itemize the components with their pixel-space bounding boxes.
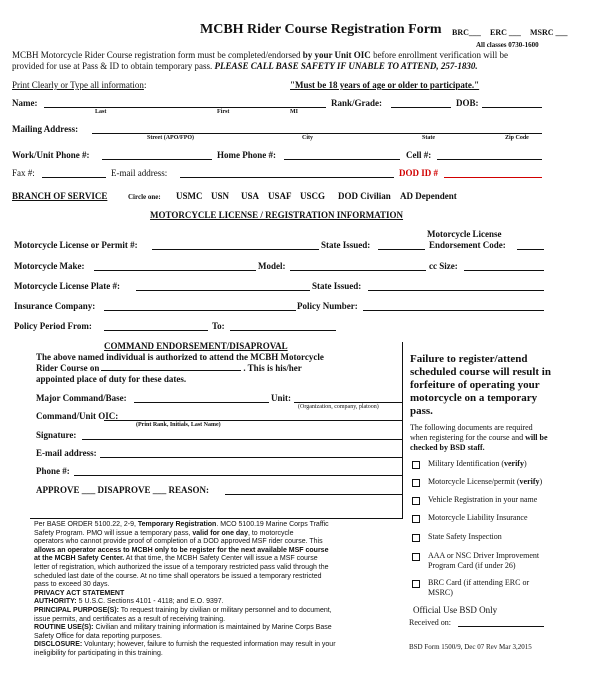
fax-label: Fax #: bbox=[12, 168, 35, 178]
intro-line-2: provided for use at Pass & ID to obtain temporary pass. PLEASE CALL BASE SAFETY IF UNABLE TO ATTEND, 257-1830. bbox=[12, 61, 478, 71]
mi-hint: MI bbox=[290, 109, 298, 115]
doc-item-1: Military Identification (verify) bbox=[428, 459, 527, 468]
branch-uscg[interactable]: USCG bbox=[300, 191, 326, 201]
footer-line-7: scheduled last date of the course. At no time shall operators be issued a temporary restricted bbox=[34, 572, 322, 580]
required-docs-intro: The following documents are required when registering for the course and will be checked by BSD staff. bbox=[410, 423, 548, 452]
state-hint: State bbox=[422, 135, 435, 141]
command-email-label: E-mail address: bbox=[36, 448, 97, 458]
form-title: MCBH Rider Course Registration Form bbox=[200, 22, 442, 37]
work-phone-label: Work/Unit Phone #: bbox=[12, 150, 90, 160]
policy-number-label: Policy Number: bbox=[297, 301, 358, 311]
purpose-line-2: issue permits, and certificates as a result of receiving training. bbox=[34, 615, 226, 623]
policy-number-input[interactable] bbox=[363, 310, 544, 311]
command-box-edge bbox=[402, 342, 403, 519]
print-clearly-note: Print Clearly or Type all information: bbox=[12, 80, 147, 90]
model-input[interactable] bbox=[290, 270, 426, 271]
cell-input[interactable] bbox=[437, 159, 542, 160]
branch-usaf[interactable]: USAF bbox=[268, 191, 292, 201]
insurance-label: Insurance Company: bbox=[14, 301, 96, 311]
command-heading: COMMAND ENDORSEMENT/DISAPROVAL bbox=[104, 341, 288, 351]
approve-disapprove[interactable]: APPROVE ___ DISAPROVE ___ REASON: bbox=[36, 485, 210, 495]
doc-checkbox-1[interactable] bbox=[412, 461, 420, 469]
doc-checkbox-4[interactable] bbox=[412, 515, 420, 523]
make-label: Motorcycle Make: bbox=[14, 261, 85, 271]
class-time: All classes 0730-1600 bbox=[476, 41, 539, 49]
msrc-option[interactable]: MSRC ___ bbox=[530, 28, 568, 37]
first-hint: First bbox=[217, 109, 230, 115]
branch-dod-civilian[interactable]: DOD Civilian bbox=[338, 191, 391, 201]
doc-item-2: Motorcycle License/permit (verify) bbox=[428, 477, 543, 486]
period-to-label: To: bbox=[212, 321, 225, 331]
command-text-1: The above named individual is authorized to attend the MCBH Motorcycle bbox=[36, 352, 324, 362]
doc-item-7: BRC Card (if attending ERC or MSRC) bbox=[428, 578, 530, 597]
zip-hint: Zip Code bbox=[505, 135, 529, 141]
email-input[interactable] bbox=[180, 177, 394, 178]
name-label: Name: bbox=[12, 98, 38, 108]
doc-item-6: AAA or NSC Driver Improvement Program Card (if under 26) bbox=[428, 551, 540, 570]
circle-one-label: Circle one: bbox=[128, 193, 161, 201]
major-command-input[interactable] bbox=[134, 402, 269, 403]
oic-label: Command/Unit OIC: bbox=[36, 411, 119, 421]
insurance-input[interactable] bbox=[104, 310, 296, 311]
command-phone-input[interactable] bbox=[74, 475, 402, 476]
purpose-line: PRINCIPAL PURPOSE(S): To request training by civilian or military personnel and to document, bbox=[34, 606, 332, 614]
org-note: (Organization, company, platoon) bbox=[298, 404, 379, 410]
command-phone-label: Phone #: bbox=[36, 466, 70, 476]
doc-checkbox-3[interactable] bbox=[412, 497, 420, 505]
footer-line-4: allows an operator access to MCBH only to be register for the next available MSF course bbox=[34, 546, 329, 554]
disclosure-line-2: ineligibility for participating in this training. bbox=[34, 649, 163, 657]
branch-usn[interactable]: USN bbox=[211, 191, 230, 201]
age-note: "Must be 18 years of age or older to participate." bbox=[290, 80, 480, 90]
official-use-label: Official Use BSD Only bbox=[413, 605, 498, 615]
mailing-input[interactable] bbox=[92, 133, 542, 134]
doc-checkbox-6[interactable] bbox=[412, 553, 420, 561]
unit-label: Unit: bbox=[271, 393, 291, 403]
license-section-heading: MOTORCYCLE LICENSE / REGISTRATION INFORMATION bbox=[150, 210, 404, 220]
work-phone-input[interactable] bbox=[102, 159, 212, 160]
privacy-heading: PRIVACY ACT STATEMENT bbox=[34, 589, 125, 597]
command-text-2: Rider Course on . This is his/her bbox=[36, 363, 302, 373]
endorsement-label-line1: Motorcycle License bbox=[427, 229, 502, 239]
plate-label: Motorcycle License Plate #: bbox=[14, 281, 121, 291]
failure-warning: Failure to register/attend scheduled course will result in forfeiture of operating your motorcycle on a temporary pass. bbox=[410, 353, 551, 417]
authority-line: AUTHORITY: 5 U.S.C. Sections 4101 - 4118; and E.O. 9397. bbox=[34, 598, 224, 606]
branch-usmc[interactable]: USMC bbox=[176, 191, 203, 201]
brc-option[interactable]: BRC___ bbox=[452, 28, 481, 37]
email-label: E-mail address: bbox=[111, 168, 168, 178]
oic-input[interactable] bbox=[104, 420, 402, 421]
dob-label: DOB: bbox=[456, 98, 479, 108]
state-issued-label: State Issued: bbox=[321, 240, 371, 250]
footer-line-3: operators who cannot provide proof of completion of a DOD approved MSF rider course. This bbox=[34, 538, 323, 546]
rank-label: Rank/Grade: bbox=[331, 98, 383, 108]
state-issued-2-label: State Issued: bbox=[312, 281, 362, 291]
home-phone-label: Home Phone #: bbox=[217, 150, 276, 160]
footer-text bbox=[34, 521, 336, 659]
footer-line-5: at the MCBH Safety Center. At that time, the MCBH Safety Center will issue a MSF course bbox=[34, 555, 318, 563]
period-from-input[interactable] bbox=[104, 330, 208, 331]
received-label: Received on: bbox=[409, 618, 451, 627]
command-text-3: appointed place of duty for these dates. bbox=[36, 374, 187, 384]
make-input[interactable] bbox=[94, 270, 256, 271]
endorsement-input[interactable] bbox=[517, 249, 544, 250]
branch-usa[interactable]: USA bbox=[241, 191, 260, 201]
period-from-label: Policy Period From: bbox=[14, 321, 92, 331]
model-label: Model: bbox=[258, 261, 286, 271]
endorsement-label-line2: Endorsement Code: bbox=[429, 240, 506, 250]
rank-input[interactable] bbox=[391, 107, 451, 108]
doc-item-3: Vehicle Registration in your name bbox=[428, 495, 538, 504]
unit-input[interactable] bbox=[294, 402, 402, 403]
cc-input[interactable] bbox=[464, 270, 544, 271]
branch-ad-dependent[interactable]: AD Dependent bbox=[400, 191, 457, 201]
street-hint: Street (APO/FPO) bbox=[147, 135, 195, 141]
signature-label: Signature: bbox=[36, 430, 77, 440]
dob-input[interactable] bbox=[482, 107, 542, 108]
dod-id-label: DOD ID # bbox=[399, 168, 439, 178]
doc-checkbox-2[interactable] bbox=[412, 479, 420, 487]
period-to-input[interactable] bbox=[230, 330, 336, 331]
city-hint: City bbox=[302, 135, 313, 141]
oic-print-note: (Print Rank, Initials, Last Name) bbox=[136, 422, 221, 428]
reason-input[interactable] bbox=[225, 494, 402, 495]
signature-input[interactable] bbox=[82, 439, 402, 440]
fax-input[interactable] bbox=[42, 177, 106, 178]
last-hint: Last bbox=[95, 109, 107, 115]
dod-id-input[interactable] bbox=[444, 177, 542, 178]
routine-line: ROUTINE USE(S): Civilian and military training information is maintained by Marine Corps Base bbox=[34, 624, 332, 632]
doc-checkbox-7[interactable] bbox=[412, 580, 420, 588]
received-input[interactable] bbox=[458, 626, 544, 627]
command-email-input[interactable] bbox=[100, 457, 402, 458]
disclosure-line: DISCLOSURE: Voluntary; however, failure to furnish the requested information may result in your bbox=[34, 641, 336, 649]
intro-line-1: MCBH Motorcycle Rider Course registration form must be completed/endorsed by your Unit OIC before enrollment verification will be bbox=[12, 50, 509, 60]
name-input[interactable] bbox=[44, 107, 326, 108]
mailing-label: Mailing Address: bbox=[12, 124, 79, 134]
footer-line-2: Safety Program. PMO will issue a temporary pass, valid for one day, to motorcycle bbox=[34, 529, 294, 537]
branch-label: BRANCH OF SERVICE bbox=[12, 191, 108, 201]
major-command-label: Major Command/Base: bbox=[36, 393, 127, 403]
doc-checkbox-5[interactable] bbox=[412, 534, 420, 542]
cell-label: Cell #: bbox=[406, 150, 432, 160]
command-divider bbox=[30, 518, 402, 519]
footer-line-1: Per BASE ORDER 5100.22, 2-9, Temporary Registration. MCO 5100.19 Marine Corps Traffic bbox=[34, 521, 329, 528]
cc-label: cc Size: bbox=[429, 261, 458, 271]
footer-line-8: pass to exceed 30 days. bbox=[34, 581, 110, 589]
erc-option[interactable]: ERC ___ bbox=[490, 28, 521, 37]
routine-line-2: Safety Office for data reporting purposes. bbox=[34, 632, 162, 640]
license-number-input[interactable] bbox=[152, 249, 319, 250]
state-issued-2-input[interactable] bbox=[368, 290, 544, 291]
license-number-label: Motorcycle License or Permit #: bbox=[14, 240, 138, 250]
state-issued-input[interactable] bbox=[378, 249, 425, 250]
plate-input[interactable] bbox=[136, 290, 310, 291]
doc-item-4: Motorcycle Liability Insurance bbox=[428, 513, 528, 522]
home-phone-input[interactable] bbox=[284, 159, 400, 160]
form-identifier: BSD Form 1500/9, Dec 07 Rev Mar 3,2015 bbox=[409, 643, 532, 651]
footer-line-6: letter of registration, which authorized the issue of a temporary restricted pass valid through the bbox=[34, 563, 329, 571]
doc-item-5: State Safety Inspection bbox=[428, 532, 502, 541]
